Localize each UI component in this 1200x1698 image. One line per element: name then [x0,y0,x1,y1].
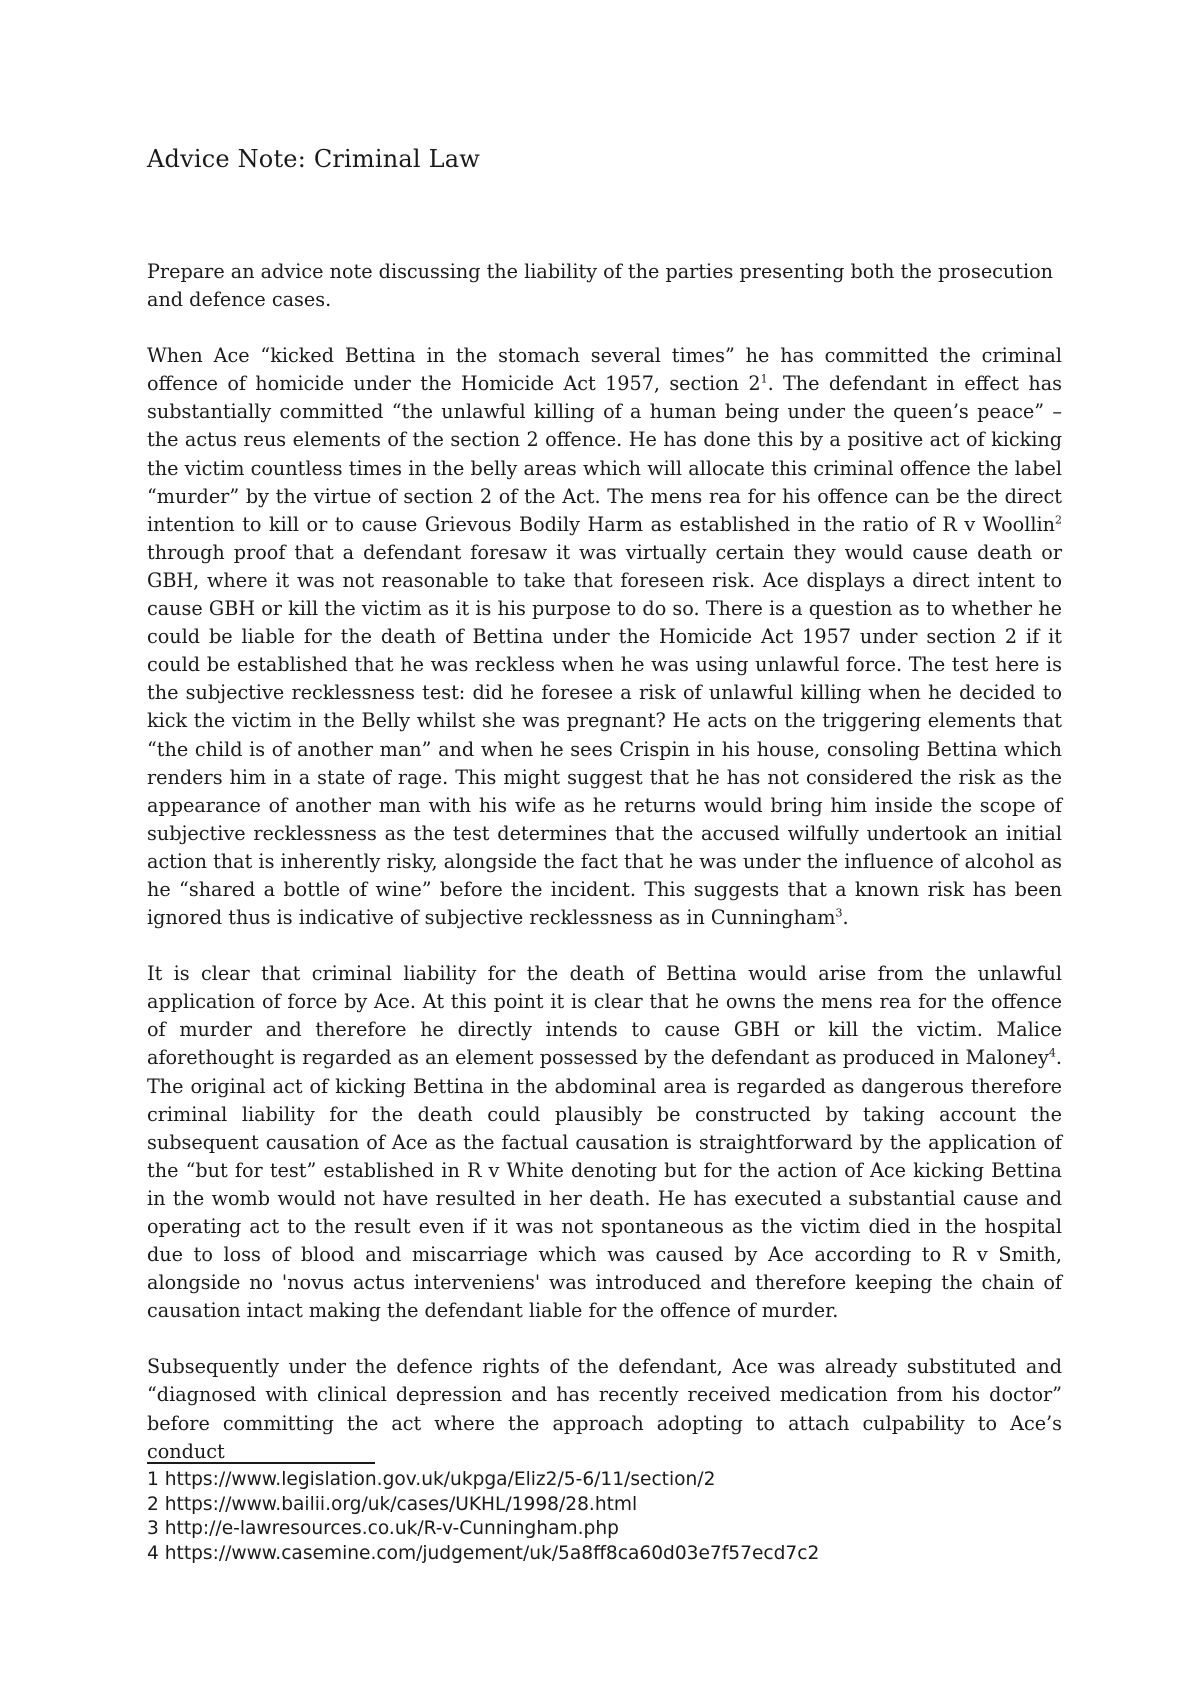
footnote-2[interactable]: 2 https://www.bailii.org/uk/cases/UKHL/1998/28.html [147,1493,638,1515]
footnote-ref-4[interactable]: 4 [1048,1047,1056,1061]
paragraph-defence: Subsequently under the defence rights of the defendant, Ace was already substituted and “diagnosed with clinical depression and has recently received medication from his doctor” before committing the act where the approach adopting to attach culpability to Ace’s conduct [147,1355,1062,1463]
footnote-3[interactable]: 3 http://e-lawresources.co.uk/R-v-Cunningham.php [147,1518,619,1540]
footnote-ref-1[interactable]: 1 [760,372,768,386]
document-body [147,258,1062,1494]
paragraph-text: . [842,906,849,930]
paragraph-text: . The defendant in effect has substantially committed “the unlawful killing of a human being under the queen’s peace” – the actus reus elements of the section 2 offence. He has done this by a positive act of kicking the victim countless times in the belly areas which will allocate this criminal offence the label “murder” by the virtue of section 2 of the Act. The mens rea for his offence can be the direct intention to kill or to cause Grievous Bodily Harm as established in the ratio of R v Woollin [147,372,1062,536]
paragraph-text: . The original act of kicking Bettina in the abdominal area is regarded as dangerous therefore criminal liability for the death could plausibly be constructed by taking account the subsequent causation of Ace as the factual causation is straightforward by the application of the “but for test” established in R v White denoting but for the action of Ace kicking Bettina in the womb would not have resulted in her death. He has executed a substantial cause and operating act to the result even if it was not spontaneous as the victim died in the hospital due to loss of blood and miscarriage which was caused by Ace according to R v Smith, alongside no 'novus actus interveniens' was introduced and therefore keeping the chain of causation intact making the defendant liable for the offence of murder. [147,1046,1062,1323]
footnote-4[interactable]: 4 https://www.casemine.com/judgement/uk/5a8ff8ca60d03e7f57ecd7c2 [147,1542,820,1564]
footnote-1[interactable]: 1 https://www.legislation.gov.uk/ukpga/Eliz2/5-6/11/section/2 [147,1469,716,1490]
paragraph-text: When Ace “kicked Bettina in the stomach several times” he has committed the criminal offence of homicide under the Homicide Act 1957, section 2 [147,344,1062,396]
footnotes [147,1468,819,1566]
footnote-ref-3[interactable]: 3 [835,906,843,920]
document-title: Advice Note: Criminal Law [147,145,481,173]
footnote-separator [147,1462,375,1464]
footnote-ref-2[interactable]: 2 [1055,513,1062,527]
intro-paragraph: Prepare an advice note discussing the liability of the parties presenting both the prosecution and defence cases. [147,260,1054,312]
paragraph-text: through proof that a defendant foresaw it was virtually certain they would cause death or GBH, where it was not reasonable to take that foreseen risk. Ace displays a direct intent to cause GBH or kill the victim as it is his purpose to do so. There is a question as to whether he could be liable for the death of Bettina under the Homicide Act 1957 under section 2 if it could be established that he was reckless when he was using unlawful force. The test here is the subjective recklessness test: did he foresee a risk of unlawful killing when he decided to kick the victim in the Belly whilst she was pregnant? He acts on the triggering elements that “the child is of another man” and when he sees Crispin in his house, consoling Bettina which renders him in a state of rage. This might suggest that he has not considered the risk as the appearance of another man with his wife as he returns would bring him inside the scope of subjective recklessness as the test determines that the accused wilfully undertook an initial action that is inherently risky, alongside the fact that he was under the influence of alcohol as he “shared a bottle of wine” before the incident. This suggests that a known risk has been ignored thus is indicative of subjective recklessness as in Cunningham [147,540,1062,930]
paragraph-homicide-liability [147,342,1062,932]
paragraph-causation [147,960,1062,1325]
paragraph-text: It is clear that criminal liability for the death of Bettina would arise from the unlawful application of force by Ace. At this point it is clear that he owns the mens rea for the offence of murder and therefore he directly intends to cause GBH or kill the victim. Malice aforethought is regarded as an element possessed by the defendant as produced in Maloney [147,962,1062,1070]
